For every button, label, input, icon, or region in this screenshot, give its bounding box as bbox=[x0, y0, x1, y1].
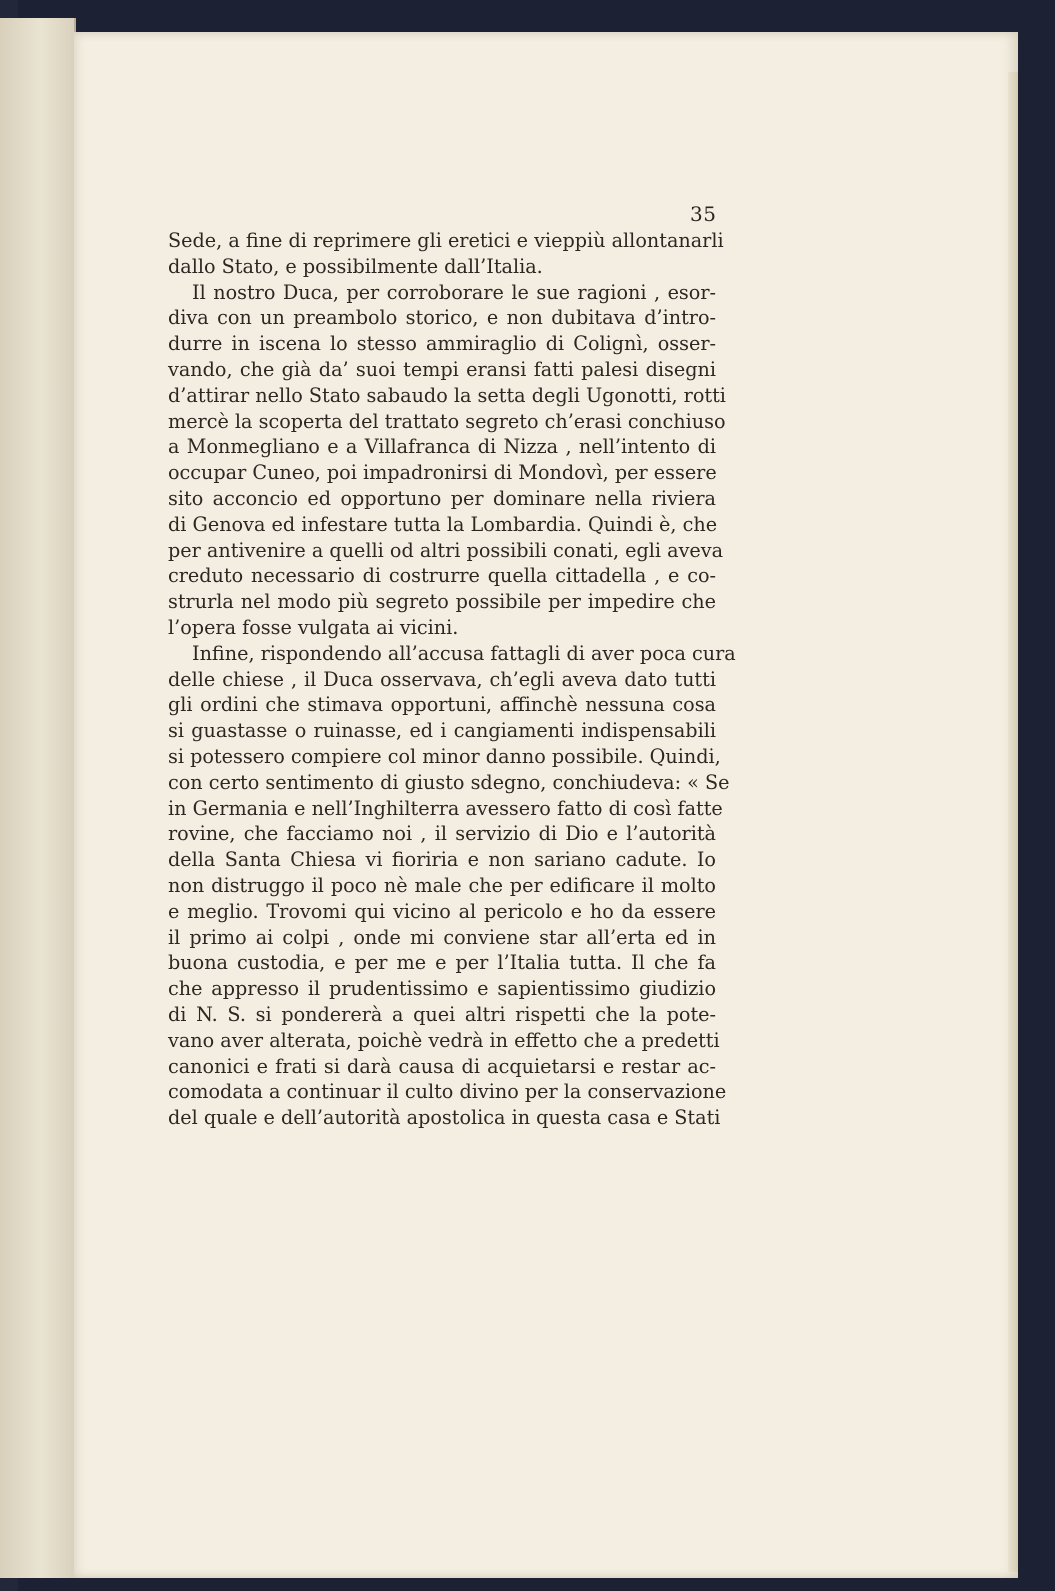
text-line: in Germania e nell’Inghilterra avessero fatto di così fatte bbox=[168, 796, 723, 820]
text-line: non distruggo il poco nè male che per edificare il molto bbox=[168, 873, 716, 897]
text-line: creduto necessario di costrurre quella cittadella , e co- bbox=[168, 564, 716, 588]
page-number: 35 bbox=[690, 202, 717, 226]
text-line: si guastasse o ruinasse, ed i cangiamenti indispensabili bbox=[168, 719, 716, 743]
text-line: vano aver alterata, poichè vedrà in effetto che a predetti bbox=[168, 1028, 720, 1052]
text-line: il primo ai colpi , onde mi conviene star all’erta ed in bbox=[168, 925, 716, 949]
text-line: mercè la scoperta del trattato segreto ch’erasi conchiuso bbox=[168, 409, 726, 433]
text-line: strurla nel modo più segreto possibile per impedire che bbox=[168, 590, 716, 614]
facing-page-edge bbox=[0, 18, 76, 1578]
text-line: a Monmegliano e a Villafranca di Nizza , nell’intento di bbox=[168, 435, 716, 459]
text-line: sito acconcio ed opportuno per dominare nella riviera bbox=[168, 486, 716, 510]
page-fore-edge bbox=[1008, 72, 1018, 1572]
text-line: Sede, a fine di reprimere gli eretici e vieppiù allontanarli bbox=[168, 229, 724, 252]
text-line: durre in iscena lo stesso ammiraglio di Colignì, osser- bbox=[168, 332, 716, 356]
text-line: d’attirar nello Stato sabaudo la setta degli Ugonotti, rotti bbox=[168, 383, 726, 407]
text-line: e meglio. Trovomi qui vicino al pericolo e ho da essere bbox=[168, 899, 716, 923]
text-line: delle chiese , il Duca osservava, ch’egli aveva dato tutti bbox=[168, 667, 716, 691]
text-line: di Genova ed infestare tutta la Lombardia. Quindi è, che bbox=[168, 512, 718, 536]
text-line: occupar Cuneo, poi impadronirsi di Mondovì, per essere bbox=[168, 461, 717, 485]
book-page bbox=[74, 32, 1018, 1578]
text-line: di N. S. si pondererà a quei altri rispetti che la pote- bbox=[168, 1002, 716, 1026]
text-line: del quale e dell’autorità apostolica in questa casa e Stati bbox=[168, 1106, 721, 1130]
text-line: buona custodia, e per me e per l’Italia tutta. Il che fa bbox=[168, 951, 716, 975]
text-line: Il nostro Duca, per corroborare le sue ragioni , esor- bbox=[192, 280, 716, 304]
text-line: si potessero compiere col minor danno possibile. Quindi, bbox=[168, 744, 721, 768]
text-line: della Santa Chiesa vi fioriria e non sariano cadute. Io bbox=[168, 848, 716, 872]
text-line: gli ordini che stimava opportuni, affinchè nessuna cosa bbox=[168, 693, 716, 717]
text-line: dallo Stato, e possibilmente dall’Italia. bbox=[168, 254, 543, 278]
text-line: comodata a continuar il culto divino per la conservazione bbox=[168, 1080, 727, 1104]
text-line: che appresso il prudentissimo e sapientissimo giudizio bbox=[168, 977, 716, 1001]
text-line: l’opera fosse vulgata ai vicini. bbox=[168, 615, 459, 639]
text-line: per antivenire a quelli od altri possibili conati, egli aveva bbox=[168, 538, 724, 562]
text-line: Infine, rispondendo all’accusa fattagli di aver poca cura bbox=[192, 641, 736, 665]
text-line: rovine, che facciamo noi , il servizio di Dio e l’autorità bbox=[168, 822, 716, 846]
body-text bbox=[168, 228, 736, 1131]
text-line: con certo sentimento di giusto sdegno, conchiudeva: « Se bbox=[168, 770, 730, 794]
text-line: vando, che già da’ suoi tempi eransi fatti palesi disegni bbox=[168, 357, 716, 381]
text-line: diva con un preambolo storico, e non dubitava d’intro- bbox=[168, 306, 716, 330]
text-line: canonici e frati si darà causa di acquietarsi e restar ac- bbox=[168, 1054, 716, 1078]
